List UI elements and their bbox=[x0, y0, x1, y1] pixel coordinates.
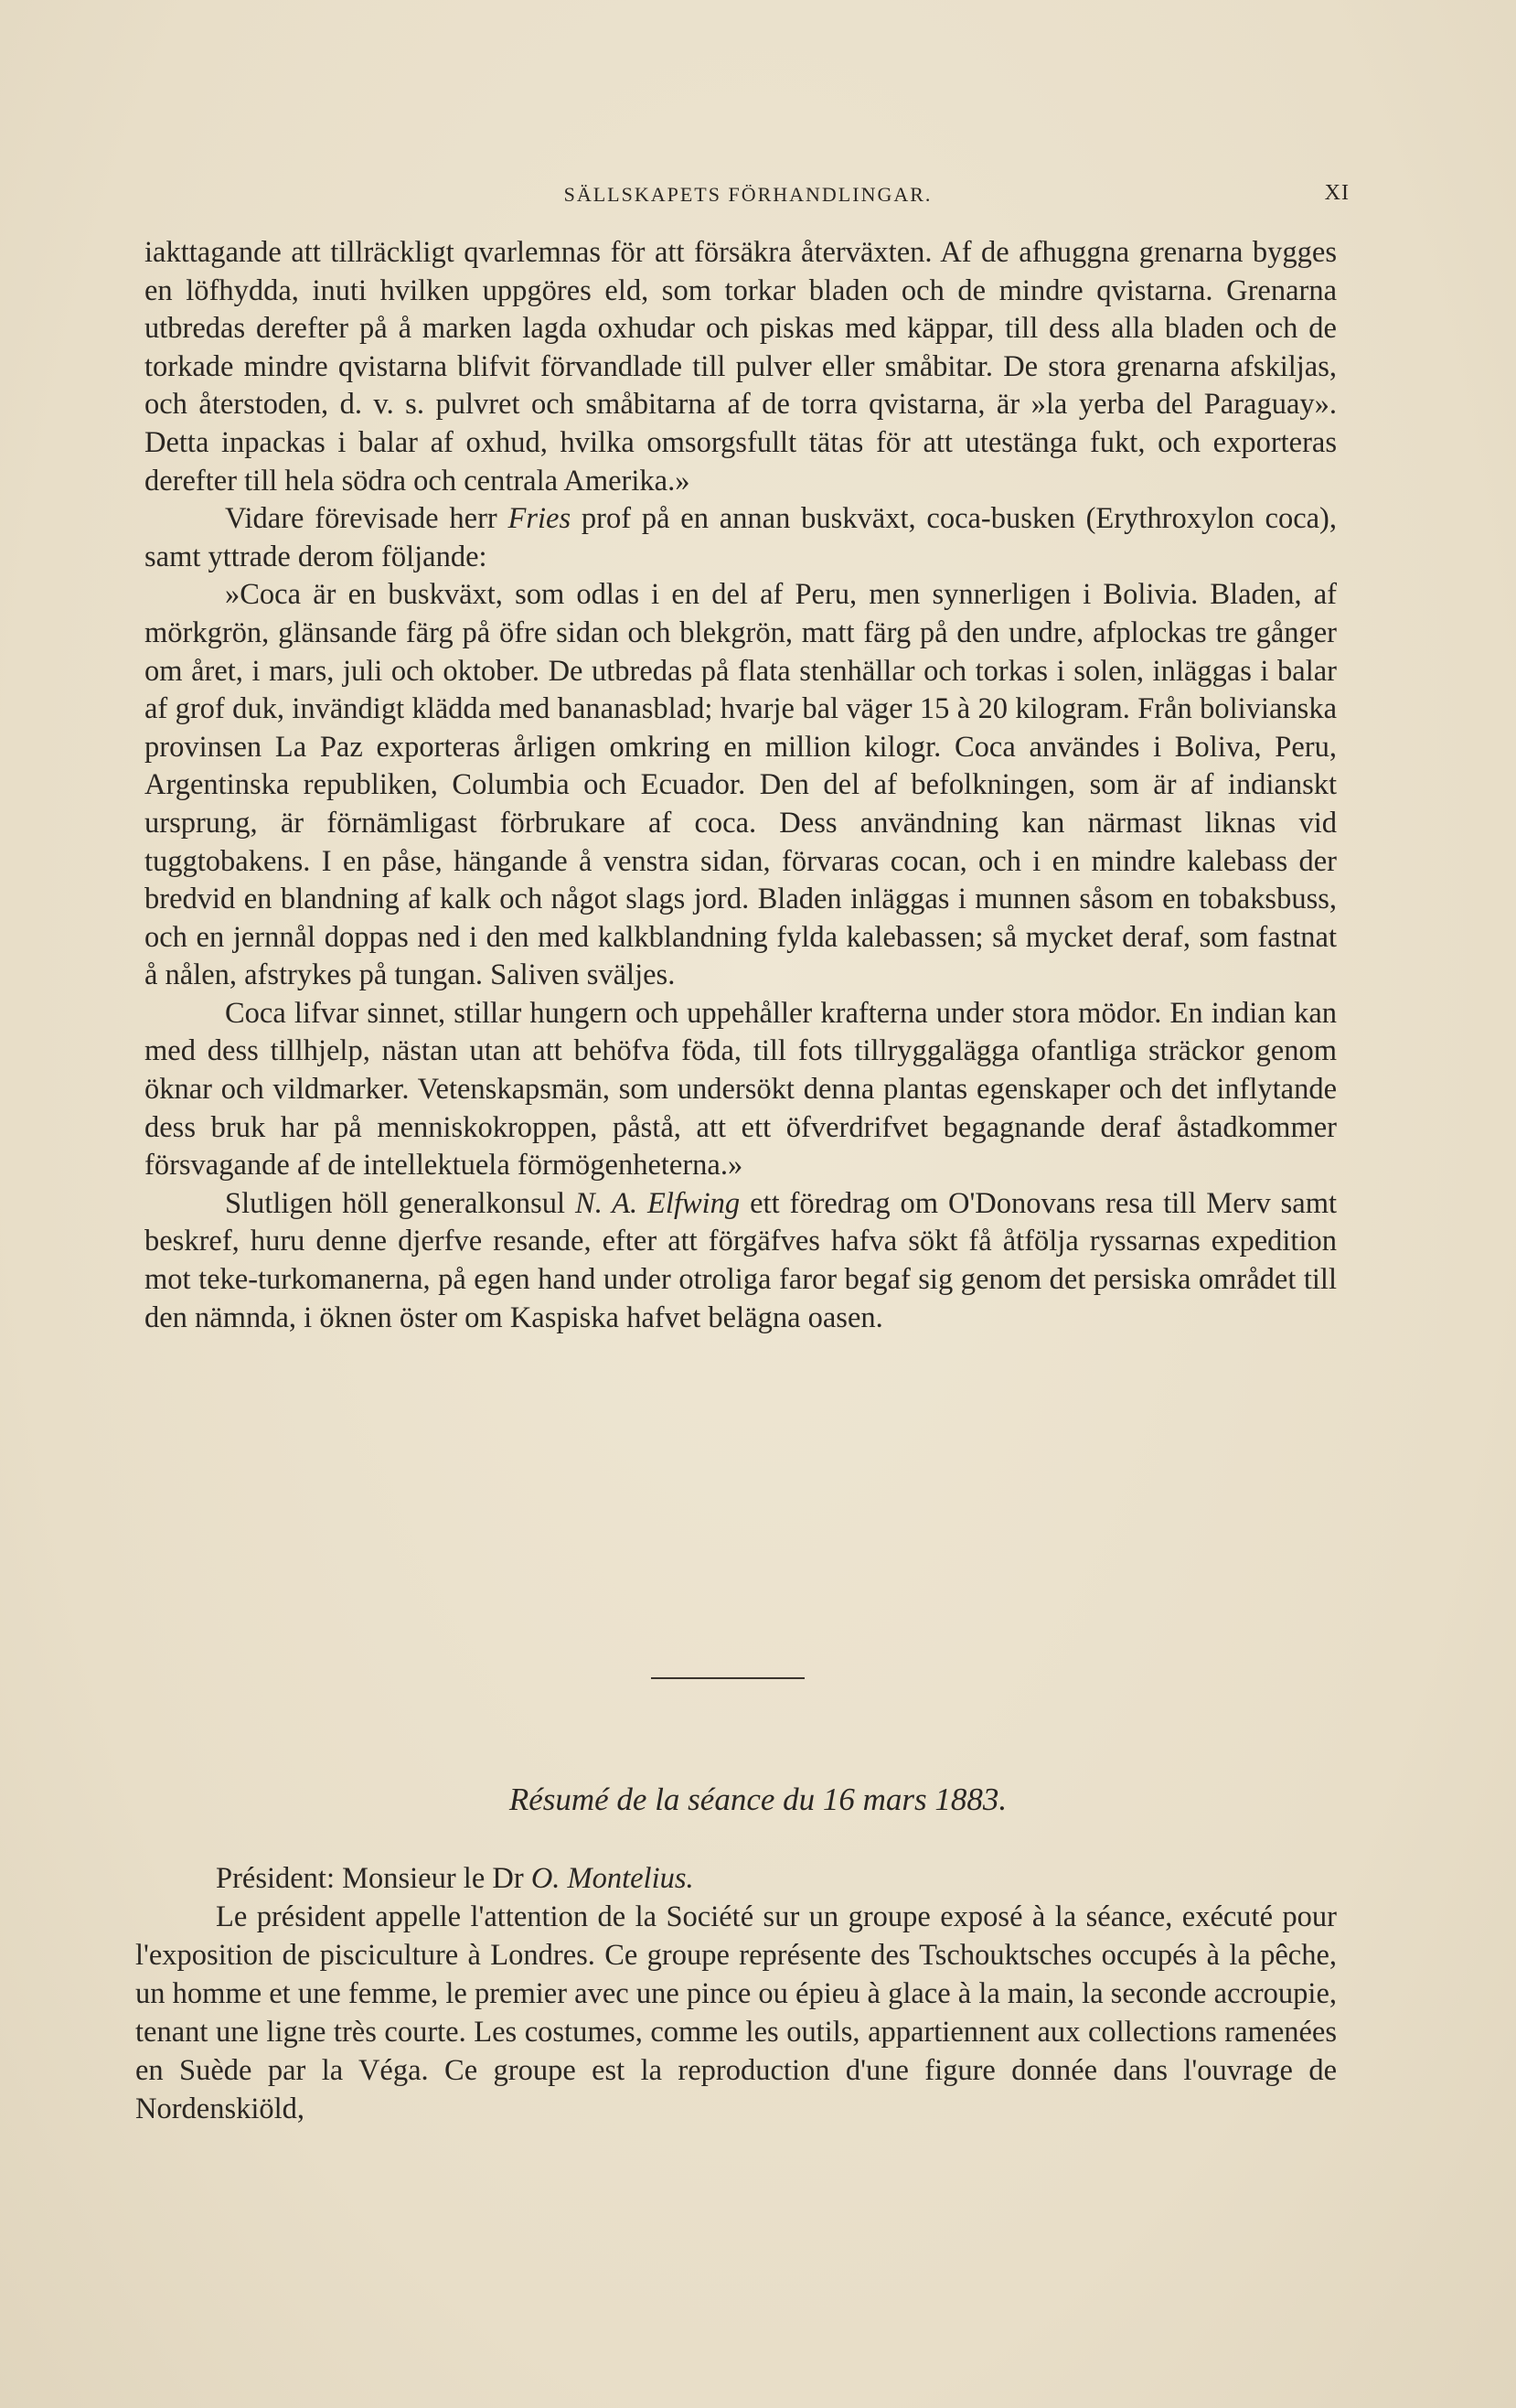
paragraph-coca-effects: Coca lifvar sinnet, stillar hungern och uppehåller krafterna under stora mödor. En indian kan med dess tillhjelp, nästan utan att behöfva föda, till fots tillryggalägga ofantliga sträckor genom öknar och vildmarker. Vetenskapsmän, som undersökt denna plantas egenskaper och det inflytande dess bruk har på menniskokroppen, påstå, att ett öfverdrifvet begagnande deraf åstadkommer försvagande af de intellektuela förmögenheterna.» bbox=[144, 996, 1337, 1183]
speaker-name-elfwing: N. A. Elfwing bbox=[575, 1186, 741, 1220]
french-summary-heading: Résumé de la séance du 16 mars 1883. bbox=[508, 1782, 1008, 1817]
speaker-name-fries: Fries bbox=[507, 502, 571, 536]
paragraph-elfwing bbox=[144, 1185, 1337, 1337]
french-paragraph: Le président appelle l'attention de la Société sur un groupe exposé à la séance, exécuté pour l'exposition de pisciculture à Londres. Ce groupe représente des Tschouktsches occupés à la pêche, un homme et une femme, le premier avec une pince ou épieu à glace à la main, la seconde accroupie, tenant une ligne très courte. Les costumes, comme les outils, appartiennent aux collections ramenées en Suède par la Véga. Ce groupe est la reproduction d'une figure donnée dans l'ouvrage de Nordenskiöld, bbox=[135, 1900, 1337, 2125]
president-line bbox=[135, 1859, 1337, 1898]
swedish-body bbox=[144, 234, 1337, 1337]
paragraph-coca-intro bbox=[144, 500, 1337, 576]
coca-intro-text-a: Vidare förevisade herr bbox=[225, 502, 508, 536]
running-head-title: SÄLLSKAPETS FÖRHANDLINGAR. bbox=[563, 183, 933, 206]
president-name: O. Montelius. bbox=[530, 1862, 694, 1895]
paragraph-yerba-continued: iakttagande att tillräckligt qvarlemnas för att försäkra återväxten. Af de afhuggna grenarna bygges en löfhydda, inuti hvilken uppgöres eld, som torkar bladen och de mindre qvistarna. Grenarna utbredas derefter på å marken lagda oxhudar och piskas med käppar, till dess alla bladen och de torkade mindre qvistarna blifvit förvandlade till pulver eller småbitar. De stora grenarna afskiljas, och återstoden, d. v. s. pulvret och småbitarna af de torra qvistarna, är »la yerba del Paraguay». Detta inpackas i balar af oxhud, hvilka omsorgsfullt tätas för att utestänga fukt, och exporteras derefter till hela södra och centrala Amerika.» bbox=[144, 236, 1337, 498]
page-number: XI bbox=[1324, 181, 1350, 205]
elfwing-text-a: Slutligen höll generalkonsul bbox=[225, 1186, 576, 1220]
paragraph-coca-description: »Coca är en buskväxt, som odlas i en del af Peru, men synnerligen i Bolivia. Bladen, af mörkgrön, glänsande färg på öfre sidan och blekgrön, matt färg på den undre, afplockas tre gånger om året, i mars, juli och oktober. De utbredas på flata stenhällar och torkas i solen, inläggas i balar af grof duk, invändigt klädda med bananasblad; hvarje bal väger 15 à 20 kilogram. Från bolivianska provinsen La Paz exporteras årligen omkring en million kilogr. Coca användes i Boliva, Peru, Argentinska republiken, Columbia och Ecuador. Den del af befolkningen, som är af indianskt ursprung, är förnämligast förbrukare af coca. Dess användning kan närmast liknas vid tuggtobakens. I en påse, hängande å venstra sidan, förvaras cocan, och i en mindre kalebass der bredvid en blandning af kalk och något slags jord. Bladen inläggas i munnen såsom en tobaksbuss, och en jernnål doppas ned i den med kalkblandning fylda kalebassen; så mycket deraf, som fastnat å nålen, afstrykes på tungan. Saliven sväljes. bbox=[144, 578, 1337, 992]
section-divider bbox=[651, 1677, 805, 1679]
running-head bbox=[146, 179, 1350, 216]
coca-intro-text-b: prof på en annan buskväxt, coca-busken (Erythroxylon coca), samt yttrade derom följande: bbox=[144, 502, 1337, 573]
french-body bbox=[135, 1859, 1337, 2128]
president-label: Président: Monsieur le Dr bbox=[216, 1862, 531, 1895]
elfwing-text-b: ett föredrag om O'Donovans resa till Merv samt beskref, huru denne djerfve resande, efter att förgäfves hafva sökt få åtfölja ryssarnas expedition mot teke-turkomanerna, på egen hand under otroliga faror begaf sig genom det persiska området till den nämnda, i öknen öster om Kaspiska hafvet belägna oasen. bbox=[144, 1186, 1338, 1334]
